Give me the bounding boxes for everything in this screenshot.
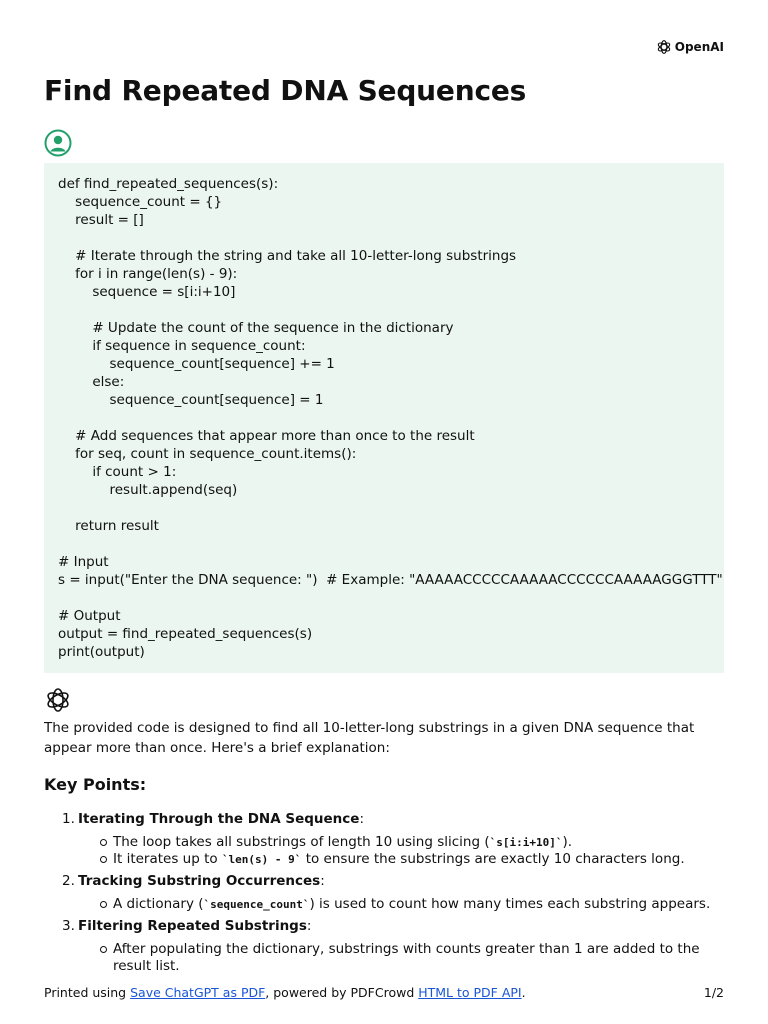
key-point xyxy=(44,915,724,975)
key-point-subitems xyxy=(44,896,724,913)
code-line: if sequence in sequence_count: xyxy=(58,338,306,354)
page-title: Find Repeated DNA Sequences xyxy=(44,74,527,107)
code-line: # Update the count of the sequence in the dictionary xyxy=(58,320,454,336)
answer-intro: The provided code is designed to find all 10-letter-long substrings in a given DNA sequence that appear more than once. Here's a brief explanation: xyxy=(44,720,695,756)
code-line: sequence_count = {} xyxy=(58,194,223,210)
key-point xyxy=(44,808,724,868)
user-code-block xyxy=(44,163,724,673)
save-chatgpt-link[interactable]: Save ChatGPT as PDF xyxy=(130,985,266,1000)
key-point-number: 1. xyxy=(62,811,75,827)
code-line xyxy=(58,499,710,517)
code-line: result = [] xyxy=(58,212,144,228)
footer-text xyxy=(44,985,526,1000)
key-point-subitem xyxy=(113,896,724,913)
subitem-text: ). xyxy=(562,834,573,850)
key-point-title: Iterating Through the DNA Sequence xyxy=(78,811,360,827)
footer-powered-by: , powered by PDFCrowd xyxy=(265,985,419,1000)
print-footer xyxy=(44,985,724,1000)
code-line: # Output xyxy=(58,608,121,624)
code-line: s = input("Enter the DNA sequence: ") # Example: "AAAAACCCCCAAAAACCCCCCAAAAAGGGTTT" xyxy=(58,572,723,588)
footer-printed-using: Printed using xyxy=(44,985,131,1000)
key-point-header: 2. Tracking Substring Occurrences: xyxy=(44,870,724,892)
code-line xyxy=(58,535,710,553)
key-point-number: 3. xyxy=(62,918,75,934)
code-line: # Add sequences that appear more than once to the result xyxy=(58,428,475,444)
code-line: sequence_count[sequence] += 1 xyxy=(58,356,335,372)
inline-code: `len(s) - 9` xyxy=(221,853,302,866)
key-points-heading: Key Points: xyxy=(44,775,147,794)
openai-brand xyxy=(656,39,724,55)
key-point-title: Filtering Repeated Substrings xyxy=(78,918,307,934)
subitem-text: The loop takes all substrings of length 10 using slicing ( xyxy=(113,834,490,850)
code-line: # Iterate through the string and take all 10-letter-long substrings xyxy=(58,248,517,264)
brand-name: OpenAI xyxy=(674,40,724,54)
code-line xyxy=(58,589,710,607)
code-line xyxy=(58,409,710,427)
openai-logo-icon xyxy=(656,39,672,55)
subitem-text: It iterates up to xyxy=(113,851,222,867)
key-point-subitem xyxy=(113,834,724,851)
code-line xyxy=(58,229,710,247)
code-line: def find_repeated_sequences(s): xyxy=(58,176,279,192)
chatgpt-logo-icon xyxy=(44,686,72,714)
code-line: for i in range(len(s) - 9): xyxy=(58,266,238,282)
key-point-subitems xyxy=(44,834,724,868)
key-points-list xyxy=(44,808,724,977)
subitem-text: A dictionary ( xyxy=(113,896,204,912)
page-number: 1/2 xyxy=(703,985,724,1000)
code-line: return result xyxy=(58,518,159,534)
code-line: output = find_repeated_sequences(s) xyxy=(58,626,313,642)
key-point-subitem xyxy=(113,941,724,975)
key-point xyxy=(44,870,724,913)
code-line xyxy=(58,301,710,319)
inline-code: `s[i:i+10]` xyxy=(489,836,563,849)
key-point-subitem xyxy=(113,851,724,868)
footer-end: . xyxy=(521,985,526,1000)
html-to-pdf-link[interactable]: HTML to PDF API xyxy=(418,985,522,1000)
user-avatar-icon xyxy=(44,129,72,157)
code-line: print(output) xyxy=(58,644,145,660)
key-point-number: 2. xyxy=(62,873,75,889)
subitem-text: ) is used to count how many times each substring appears. xyxy=(309,896,711,912)
inline-code: `sequence_count` xyxy=(203,898,310,911)
code-line: else: xyxy=(58,374,125,390)
key-point-title: Tracking Substring Occurrences xyxy=(78,873,321,889)
key-point-subitems xyxy=(44,941,724,975)
subitem-text: to ensure the substrings are exactly 10 characters long. xyxy=(301,851,685,867)
code-line: if count > 1: xyxy=(58,464,177,480)
code-line: sequence_count[sequence] = 1 xyxy=(58,392,324,408)
code-line: sequence = s[i:i+10] xyxy=(58,284,236,300)
code-line: # Input xyxy=(58,554,109,570)
code-line: result.append(seq) xyxy=(58,482,238,498)
key-point-header: 1. Iterating Through the DNA Sequence: xyxy=(44,808,724,830)
code-line: for seq, count in sequence_count.items(): xyxy=(58,446,357,462)
subitem-text: After populating the dictionary, substrings with counts greater than 1 are added to the result list. xyxy=(113,941,700,974)
key-point-header: 3. Filtering Repeated Substrings: xyxy=(44,915,724,937)
